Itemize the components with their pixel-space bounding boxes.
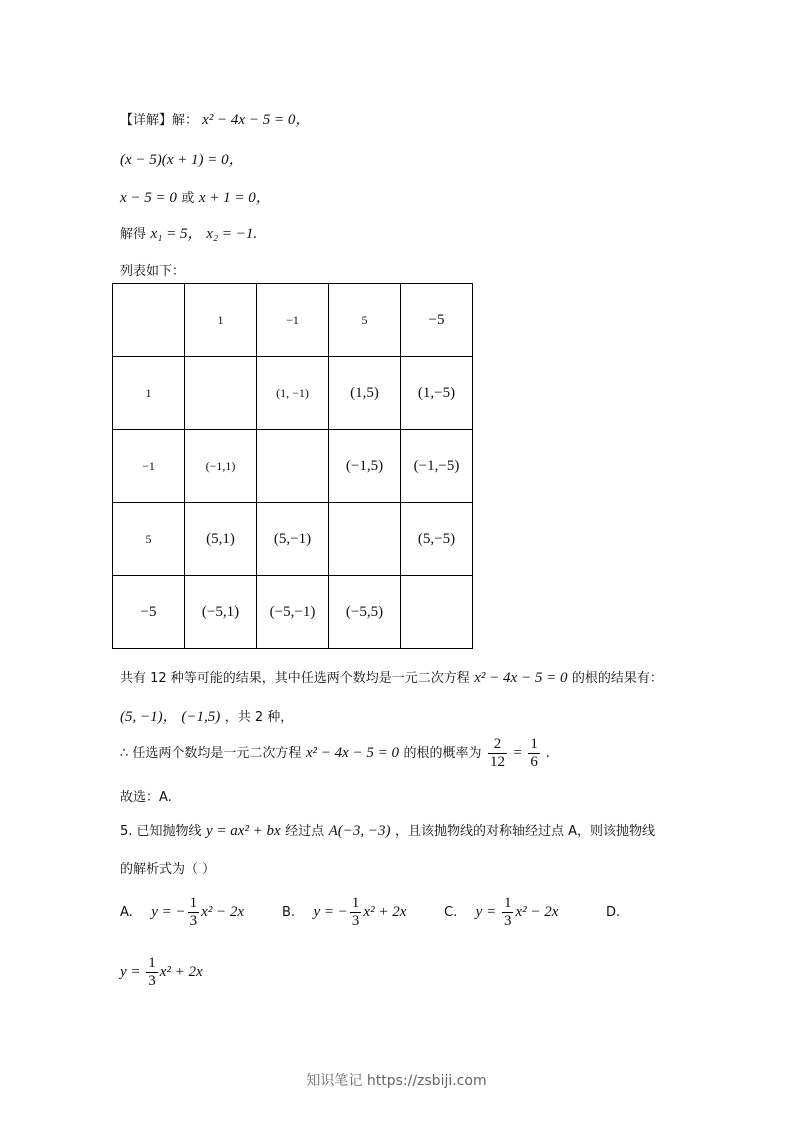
option-fraction [146, 955, 158, 989]
table-row [113, 357, 473, 430]
outcome-table [112, 283, 473, 649]
option-fraction [188, 895, 200, 929]
fraction-numerator: 1 [530, 736, 538, 752]
fraction-denominator: 3 [189, 912, 198, 929]
table-row [113, 576, 473, 649]
option-label: B. [282, 905, 296, 920]
option-label: A. [120, 905, 133, 920]
table-cell: (−1,−5) [401, 430, 473, 503]
table-cell: −5 [401, 284, 473, 357]
conclusion-line-3 [120, 736, 550, 770]
answer-line: 故选：A. [120, 790, 172, 805]
table-cell: (5,−1) [257, 503, 329, 576]
fraction-numerator: 1 [503, 895, 512, 911]
table-cell [401, 576, 473, 649]
roots-prefix: 解得 [120, 227, 147, 242]
conclusion-end: 的根的结果有： [571, 671, 663, 686]
table-intro: 列表如下： [120, 264, 186, 279]
option-post: x² + 2x [159, 964, 203, 980]
fraction-denominator: 3 [503, 912, 512, 929]
equation-3a: x − 5 = 0 [120, 190, 177, 206]
fraction-denominator: 6 [530, 753, 538, 770]
table-cell: −1 [113, 430, 185, 503]
probability-mid: 的根的概率为 [403, 746, 482, 761]
table-cell: 1 [185, 284, 257, 357]
option-pre: y = − [313, 904, 348, 920]
question-end: ，且该抛物线的对称轴经过点 A，则该抛物线 [395, 824, 656, 839]
option-post: x² − 2x [201, 904, 245, 920]
point-a: A(−3, −3) [328, 823, 391, 839]
table-cell: (−1,5) [329, 430, 401, 503]
table-cell [185, 357, 257, 430]
period: . [546, 745, 551, 761]
table-cell [257, 430, 329, 503]
solution-line-1 [120, 108, 310, 129]
fraction-denominator: 12 [489, 753, 505, 770]
table-header-row [113, 284, 473, 357]
fraction-1-6 [528, 736, 540, 770]
table-cell: (−5,1) [185, 576, 257, 649]
conclusion-line-1 [120, 667, 663, 687]
fraction-denominator: 3 [148, 972, 156, 989]
conclusion-text: 共有 12 种等可能的结果，其中任选两个数均是一元二次方程 [120, 671, 470, 686]
table-cell: (−1,1) [185, 430, 257, 503]
table-cell: (1,5) [329, 357, 401, 430]
root-pairs: (5, −1)， (−1,5) [120, 709, 221, 725]
equation-2: (x − 5)(x + 1) = 0， [120, 152, 244, 168]
or-word: 或 [181, 191, 195, 206]
solution-line-4 [120, 222, 257, 243]
option-a[interactable] [120, 895, 244, 929]
table-cell [113, 284, 185, 357]
option-post: x² − 2x [515, 904, 559, 920]
probability-equation: x² − 4x − 5 = 0 [305, 745, 400, 761]
table-row [113, 430, 473, 503]
fraction-numerator: 1 [189, 895, 198, 911]
option-b[interactable] [282, 895, 406, 929]
option-d-label[interactable]: D. [606, 905, 621, 920]
parabola-equation: y = ax² + bx [206, 823, 281, 839]
solution-heading: 【详解】解： [120, 113, 199, 128]
question-intro: 5. 已知抛物线 [120, 824, 202, 839]
question-5-line-2: 的解析式为（ ） [120, 862, 216, 877]
option-pre: y = [120, 964, 145, 980]
table-cell: 5 [113, 503, 185, 576]
equation-3b: x + 1 = 0， [198, 190, 271, 206]
conclusion-line-2 [120, 705, 293, 726]
table-cell: (−5,5) [329, 576, 401, 649]
question-5-line-1 [120, 820, 655, 840]
table-cell: −1 [257, 284, 329, 357]
fraction-2-12 [488, 736, 507, 770]
table-cell: 1 [113, 357, 185, 430]
table-cell: −5 [113, 576, 185, 649]
conclusion-equation: x² − 4x − 5 = 0 [474, 670, 568, 686]
table-cell: (−5,−1) [257, 576, 329, 649]
option-pre: y = − [151, 904, 186, 920]
option-pre: y = [475, 904, 500, 920]
table-cell: (5,1) [185, 503, 257, 576]
option-fraction [502, 895, 514, 929]
site-footer: 知识笔记 https://zsbiji.com [306, 1073, 487, 1089]
table-cell: (1, −1) [257, 357, 329, 430]
table-cell: 5 [329, 284, 401, 357]
fraction-numerator: 1 [351, 895, 360, 911]
table-cell: (5,−5) [401, 503, 473, 576]
table-cell: (1,−5) [401, 357, 473, 430]
pair-count: ，共 2 种， [224, 710, 294, 725]
roots: x₁ = 5， x₂ = −1. [150, 226, 258, 242]
solution-line-3 [120, 186, 271, 207]
equals-sign: = [513, 745, 522, 761]
table-cell [329, 503, 401, 576]
option-c[interactable] [444, 895, 558, 929]
question-mid: 经过点 [285, 824, 325, 839]
table-row [113, 503, 473, 576]
probability-text: ∴ 任选两个数均是一元二次方程 [120, 746, 302, 761]
equation-1: x² − 4x − 5 = 0， [202, 112, 311, 128]
option-post: x² + 2x [363, 904, 407, 920]
fraction-numerator: 2 [488, 736, 507, 754]
fraction-numerator: 1 [148, 955, 156, 971]
option-fraction [350, 895, 362, 929]
option-d[interactable] [120, 955, 203, 989]
option-label: C. [444, 905, 458, 920]
fraction-denominator: 3 [351, 912, 360, 929]
